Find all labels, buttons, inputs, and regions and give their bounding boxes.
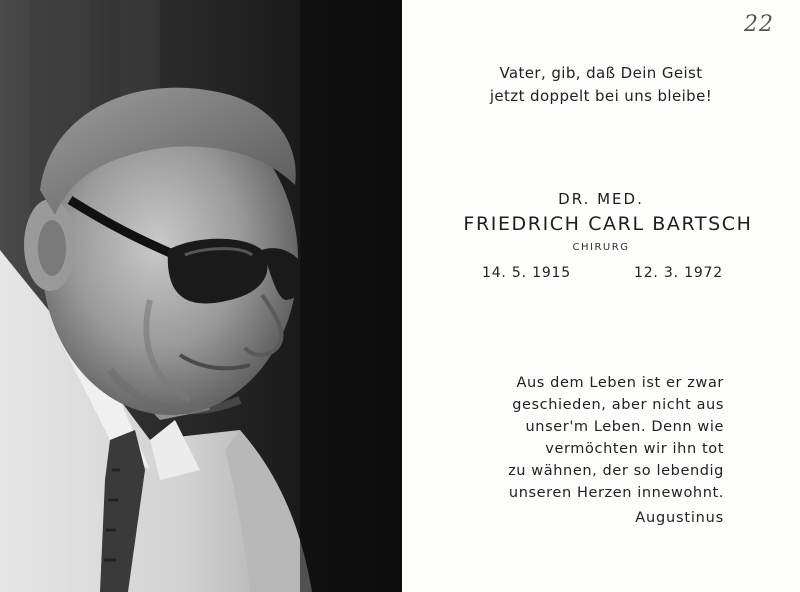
quote-author: Augustinus xyxy=(635,510,724,526)
motto-line: jetzt doppelt bei uns bleibe! xyxy=(489,87,713,105)
quote-line: unseren Herzen innewohnt. xyxy=(508,485,724,501)
quote-line: zu wähnen, der so lebendig xyxy=(508,463,724,479)
deceased-name: FRIEDRICH CARL BARTSCH xyxy=(463,213,753,235)
profession: CHIRURG xyxy=(572,242,630,253)
quote-line: unser'm Leben. Denn wie xyxy=(525,419,724,435)
memorial-quote xyxy=(508,372,724,504)
quote-line: Aus dem Leben ist er zwar xyxy=(516,375,724,391)
quote-line: vermöchten wir ihn tot xyxy=(545,441,724,457)
motto xyxy=(402,62,800,108)
academic-degree: DR. MED. xyxy=(558,190,644,208)
death-date: 12. 3. 1972 xyxy=(634,265,723,281)
quote-line: geschieden, aber nicht aus xyxy=(512,397,724,413)
handwritten-page-number: 22 xyxy=(744,12,774,37)
motto-line: Vater, gib, daß Dein Geist xyxy=(499,64,703,82)
text-panel xyxy=(402,0,800,592)
birth-date: 14. 5. 1915 xyxy=(482,265,571,281)
